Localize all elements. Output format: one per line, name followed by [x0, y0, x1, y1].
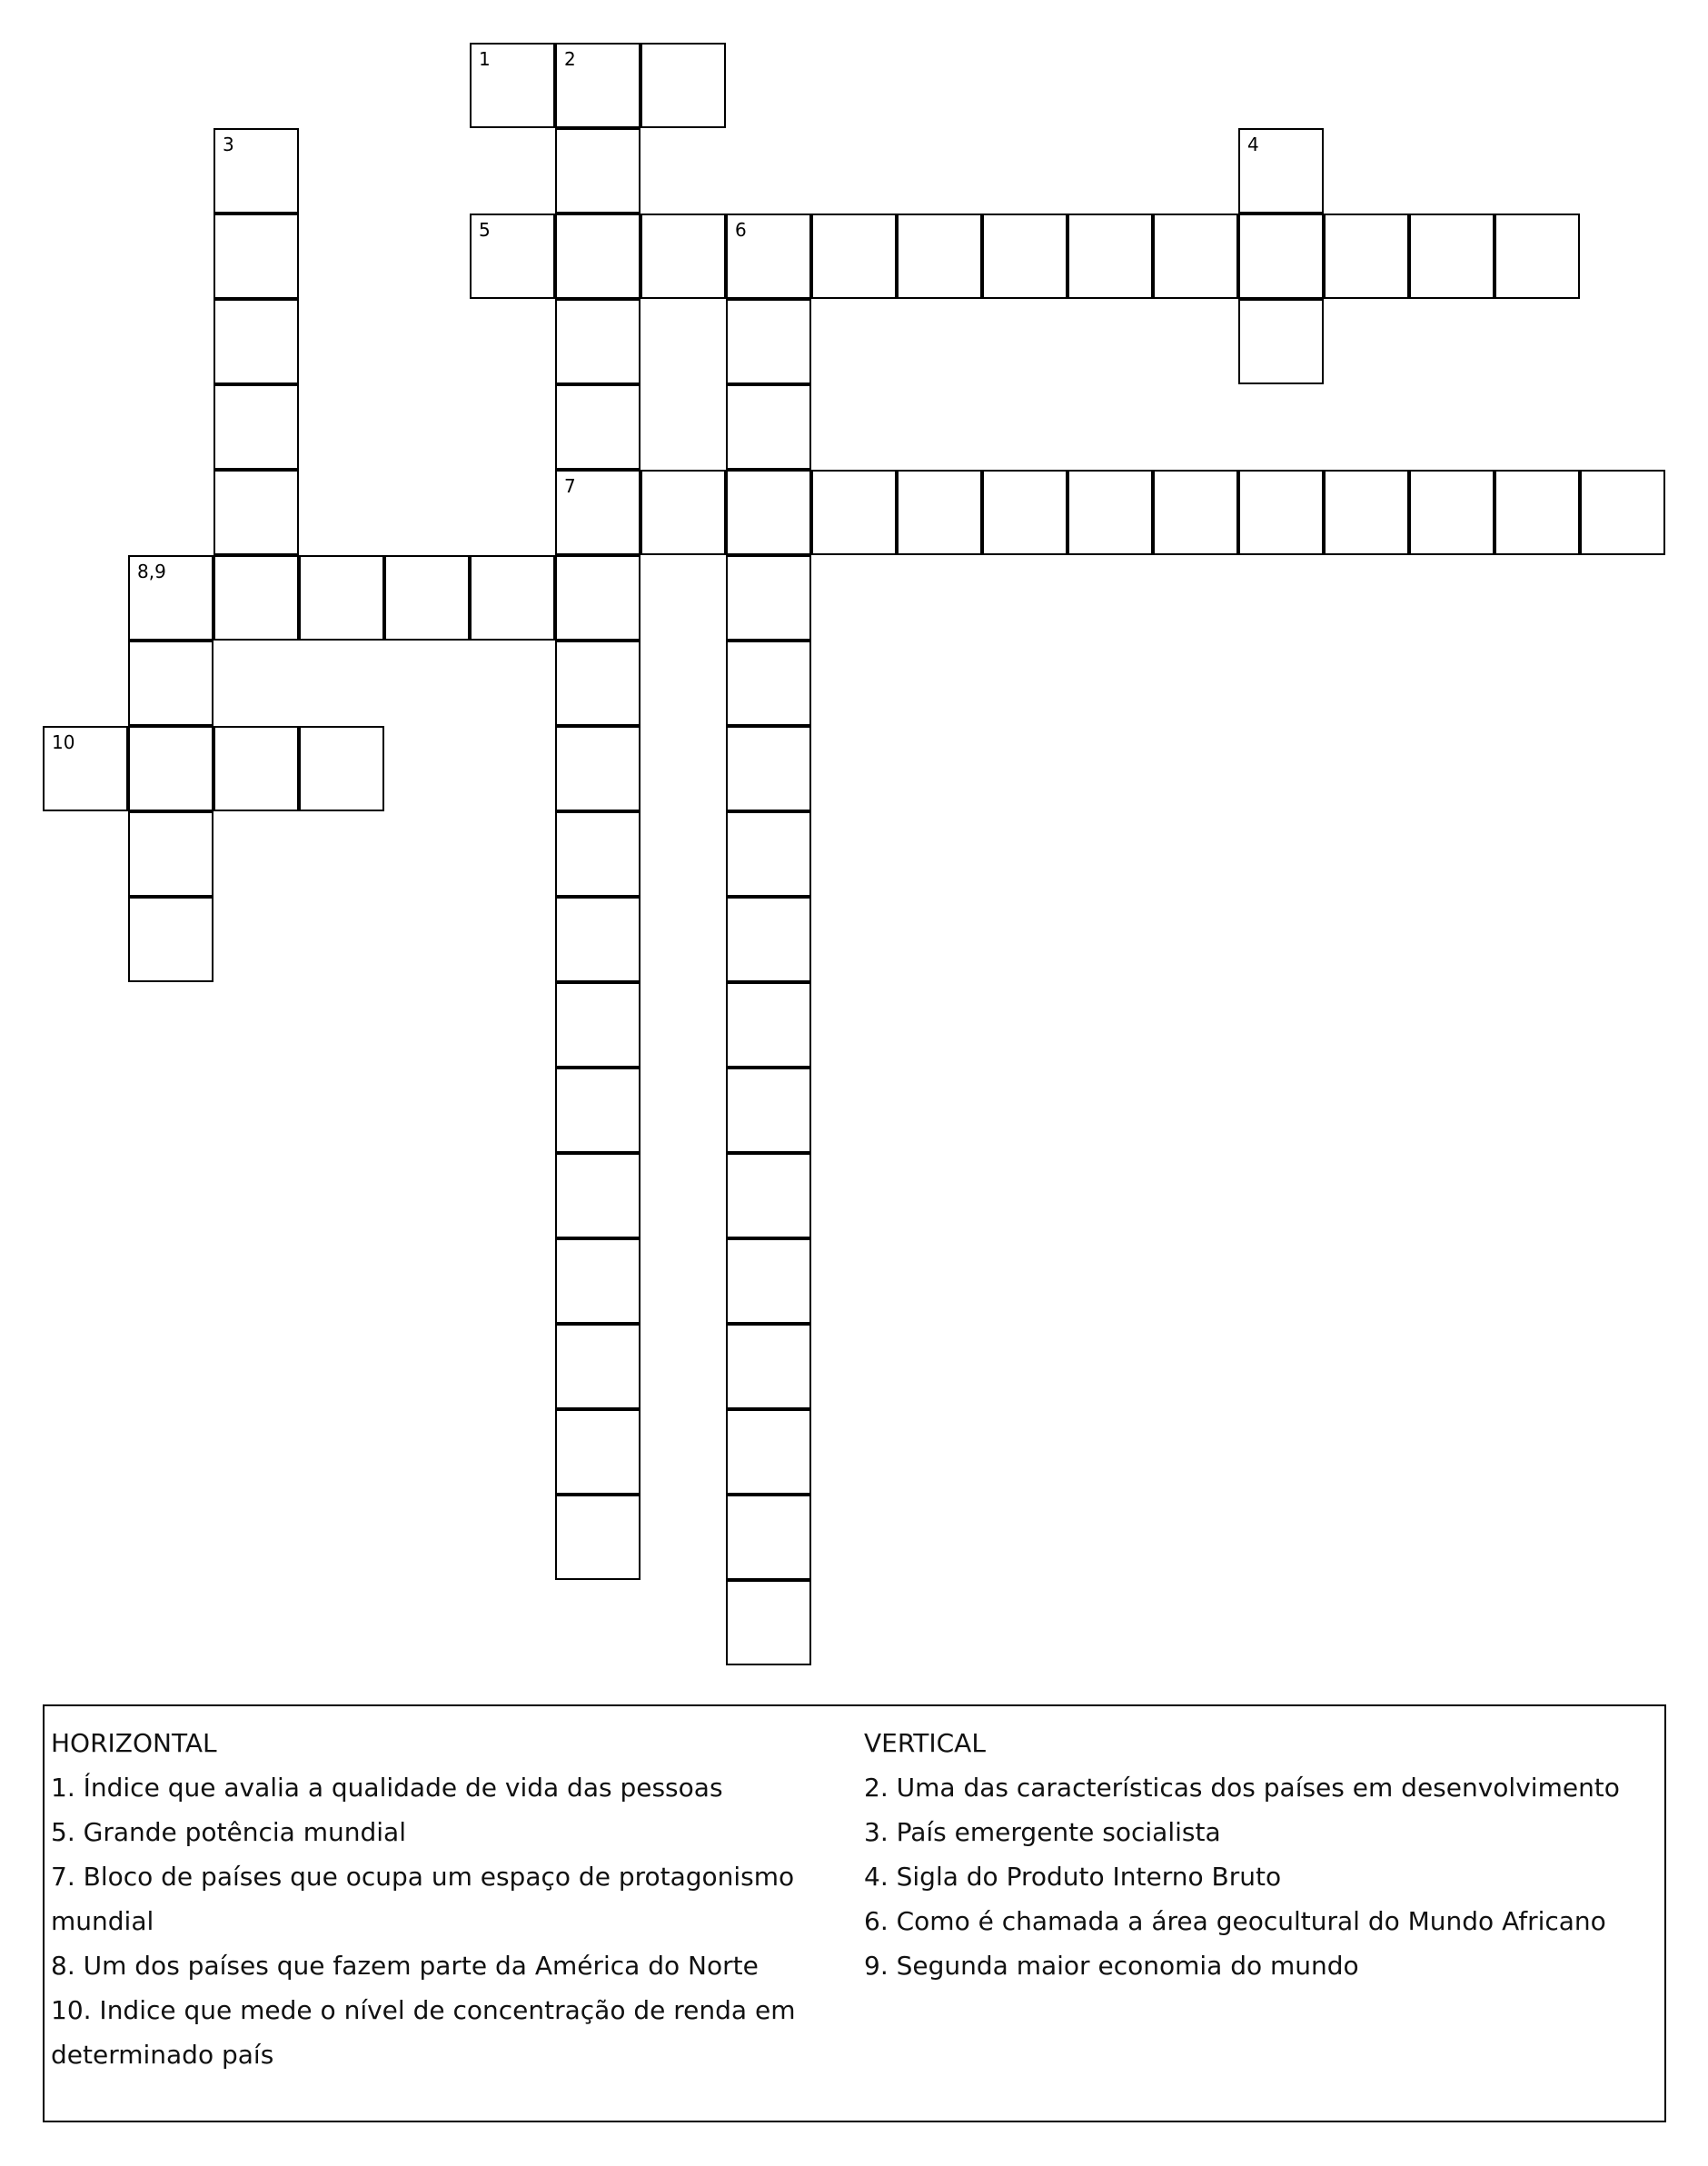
grid-cell[interactable]: [555, 1495, 640, 1580]
grid-cell[interactable]: [726, 1409, 811, 1495]
grid-cell[interactable]: [470, 214, 555, 299]
letter-input[interactable]: [557, 1496, 639, 1578]
grid-cell[interactable]: [128, 555, 214, 641]
letter-input[interactable]: [728, 1240, 809, 1322]
grid-cell[interactable]: [214, 299, 299, 384]
clues-box: [43, 1704, 1666, 2122]
grid-cell[interactable]: [128, 811, 214, 897]
across-clues: [51, 1721, 814, 2077]
letter-input[interactable]: [130, 899, 212, 980]
grid-cell[interactable]: [726, 214, 811, 299]
letter-input[interactable]: [1326, 472, 1407, 553]
clue-number: 8,9: [137, 561, 166, 582]
letter-input[interactable]: [557, 813, 639, 895]
grid-cell[interactable]: [214, 214, 299, 299]
grid-cell[interactable]: [1068, 470, 1153, 555]
grid-cell[interactable]: [555, 641, 640, 726]
grid-cell[interactable]: [811, 470, 897, 555]
letter-input[interactable]: [984, 215, 1066, 297]
letter-input[interactable]: [215, 215, 297, 297]
grid-cell[interactable]: [1238, 470, 1324, 555]
letter-input[interactable]: [1240, 215, 1322, 297]
down-clues: [864, 1721, 1645, 1988]
letter-input[interactable]: [557, 472, 639, 553]
letter-input[interactable]: [728, 386, 809, 468]
letter-input[interactable]: [728, 1582, 809, 1664]
across-heading: HORIZONTAL: [51, 1728, 217, 1758]
grid-cell[interactable]: [555, 299, 640, 384]
grid-cell[interactable]: [555, 1238, 640, 1324]
grid-cell[interactable]: [470, 43, 555, 128]
letter-input[interactable]: [557, 301, 639, 383]
grid-cell[interactable]: [726, 1238, 811, 1324]
letter-input[interactable]: [728, 215, 809, 297]
letter-input[interactable]: [1069, 215, 1151, 297]
letter-input[interactable]: [813, 472, 895, 553]
grid-cell[interactable]: [726, 982, 811, 1068]
letter-input[interactable]: [472, 45, 553, 126]
letter-input[interactable]: [1240, 301, 1322, 383]
grid-cell[interactable]: [982, 470, 1068, 555]
letter-input[interactable]: [557, 1411, 639, 1493]
letter-input[interactable]: [557, 1240, 639, 1322]
grid-cell[interactable]: [726, 811, 811, 897]
grid-cell[interactable]: [1324, 470, 1409, 555]
letter-input[interactable]: [728, 728, 809, 810]
grid-cell[interactable]: [1494, 470, 1580, 555]
grid-cell[interactable]: [726, 384, 811, 470]
letter-input[interactable]: [557, 899, 639, 980]
letter-input[interactable]: [130, 642, 212, 724]
letter-input[interactable]: [642, 472, 724, 553]
letter-input[interactable]: [130, 728, 212, 810]
letter-input[interactable]: [557, 557, 639, 639]
letter-input[interactable]: [728, 301, 809, 383]
across-clue-5: 5. Grande potência mundial: [51, 1817, 406, 1847]
letter-input[interactable]: [557, 45, 639, 126]
letter-input[interactable]: [728, 984, 809, 1066]
grid-cell[interactable]: [726, 1068, 811, 1153]
letter-input[interactable]: [472, 557, 553, 639]
down-heading: VERTICAL: [864, 1728, 986, 1758]
clue-number: 3: [223, 134, 234, 155]
letter-input[interactable]: [472, 215, 553, 297]
grid-cell[interactable]: [726, 897, 811, 982]
letter-input[interactable]: [386, 557, 468, 639]
grid-cell[interactable]: [299, 726, 384, 811]
grid-cell[interactable]: [555, 128, 640, 214]
grid-cell[interactable]: [726, 555, 811, 641]
letter-input[interactable]: [215, 130, 297, 212]
letter-input[interactable]: [813, 215, 895, 297]
letter-input[interactable]: [215, 557, 297, 639]
letter-input[interactable]: [557, 984, 639, 1066]
letter-input[interactable]: [215, 301, 297, 383]
letter-input[interactable]: [1240, 472, 1322, 553]
grid-cell[interactable]: [1494, 214, 1580, 299]
grid-cell[interactable]: [214, 726, 299, 811]
letter-input[interactable]: [557, 728, 639, 810]
letter-input[interactable]: [642, 215, 724, 297]
grid-cell[interactable]: [555, 897, 640, 982]
across-clue-10: 10. Indice que mede o nível de concentração de renda em determinado país: [51, 1995, 796, 2070]
letter-input[interactable]: [1240, 130, 1322, 212]
grid-cell[interactable]: [555, 214, 640, 299]
clue-number: 7: [564, 475, 576, 497]
grid-cell[interactable]: [214, 470, 299, 555]
letter-input[interactable]: [1496, 215, 1578, 297]
grid-cell[interactable]: [726, 299, 811, 384]
clue-number: 1: [479, 48, 491, 70]
clue-number: 10: [52, 731, 75, 753]
letter-input[interactable]: [215, 472, 297, 553]
grid-cell[interactable]: [555, 470, 640, 555]
grid-cell[interactable]: [640, 214, 726, 299]
grid-cell[interactable]: [726, 1495, 811, 1580]
down-clue-4: 4. Sigla do Produto Interno Bruto: [864, 1862, 1282, 1892]
down-clue-2: 2. Uma das características dos países em desenvolvimento: [864, 1773, 1620, 1803]
grid-cell[interactable]: [214, 555, 299, 641]
letter-input[interactable]: [130, 813, 212, 895]
letter-input[interactable]: [557, 1069, 639, 1151]
down-clue-6: 6. Como é chamada a área geocultural do Mundo Africano: [864, 1906, 1606, 1936]
letter-input[interactable]: [301, 557, 382, 639]
grid-cell[interactable]: [555, 1153, 640, 1238]
grid-cell[interactable]: [726, 726, 811, 811]
grid-cell[interactable]: [640, 43, 726, 128]
letter-input[interactable]: [728, 899, 809, 980]
letter-input[interactable]: [45, 728, 126, 810]
grid-cell[interactable]: [1580, 470, 1665, 555]
across-clue-8: 8. Um dos países que fazem parte da América do Norte: [51, 1951, 759, 1981]
grid-cell[interactable]: [1068, 214, 1153, 299]
letter-input[interactable]: [1411, 472, 1493, 553]
letter-input[interactable]: [728, 1155, 809, 1237]
grid-cell[interactable]: [555, 43, 640, 128]
grid-cell[interactable]: [128, 897, 214, 982]
letter-input[interactable]: [728, 813, 809, 895]
grid-cell[interactable]: [897, 470, 982, 555]
down-clue-3: 3. País emergente socialista: [864, 1817, 1221, 1847]
letter-input[interactable]: [557, 1326, 639, 1407]
letter-input[interactable]: [1326, 215, 1407, 297]
grid-cell[interactable]: [1409, 470, 1494, 555]
grid-cell[interactable]: [555, 982, 640, 1068]
grid-cell[interactable]: [555, 1068, 640, 1153]
letter-input[interactable]: [215, 386, 297, 468]
grid-cell[interactable]: [726, 1580, 811, 1665]
grid-cell[interactable]: [128, 726, 214, 811]
letter-input[interactable]: [557, 215, 639, 297]
letter-input[interactable]: [557, 1155, 639, 1237]
clue-number: 2: [564, 48, 576, 70]
grid-cell[interactable]: [555, 726, 640, 811]
letter-input[interactable]: [557, 642, 639, 724]
letter-input[interactable]: [301, 728, 382, 810]
grid-cell[interactable]: [214, 384, 299, 470]
grid-cell[interactable]: [299, 555, 384, 641]
letter-input[interactable]: [642, 45, 724, 126]
grid-cell[interactable]: [726, 641, 811, 726]
grid-cell[interactable]: [1238, 128, 1324, 214]
grid-cell[interactable]: [1153, 470, 1238, 555]
across-clue-7: 7. Bloco de países que ocupa um espaço de protagonismo mundial: [51, 1862, 795, 1936]
letter-input[interactable]: [728, 1411, 809, 1493]
grid-cell[interactable]: [726, 470, 811, 555]
letter-input[interactable]: [215, 728, 297, 810]
letter-input[interactable]: [728, 557, 809, 639]
grid-cell[interactable]: [897, 214, 982, 299]
grid-cell[interactable]: [1409, 214, 1494, 299]
letter-input[interactable]: [1582, 472, 1663, 553]
grid-cell[interactable]: [640, 470, 726, 555]
clue-number: 6: [735, 219, 747, 241]
grid-cell[interactable]: [43, 726, 128, 811]
letter-input[interactable]: [557, 130, 639, 212]
grid-cell[interactable]: [555, 1409, 640, 1495]
grid-cell[interactable]: [555, 384, 640, 470]
letter-input[interactable]: [1411, 215, 1493, 297]
letter-input[interactable]: [728, 1069, 809, 1151]
letter-input[interactable]: [728, 642, 809, 724]
letter-input[interactable]: [728, 1326, 809, 1407]
letter-input[interactable]: [130, 557, 212, 639]
grid-cell[interactable]: [726, 1153, 811, 1238]
letter-input[interactable]: [899, 215, 980, 297]
letter-input[interactable]: [728, 472, 809, 553]
down-clue-9: 9. Segunda maior economia do mundo: [864, 1951, 1359, 1981]
grid-cell[interactable]: [555, 811, 640, 897]
letter-input[interactable]: [899, 472, 980, 553]
grid-cell[interactable]: [214, 128, 299, 214]
grid-cell[interactable]: [1238, 299, 1324, 384]
grid-cell[interactable]: [1324, 214, 1409, 299]
grid-cell[interactable]: [555, 555, 640, 641]
letter-input[interactable]: [984, 472, 1066, 553]
grid-cell[interactable]: [811, 214, 897, 299]
letter-input[interactable]: [1155, 472, 1236, 553]
letter-input[interactable]: [1155, 215, 1236, 297]
clue-number: 5: [479, 219, 491, 241]
letter-input[interactable]: [728, 1496, 809, 1578]
grid-cell[interactable]: [128, 641, 214, 726]
letter-input[interactable]: [1496, 472, 1578, 553]
clue-number: 4: [1247, 134, 1259, 155]
grid-cell[interactable]: [982, 214, 1068, 299]
grid-cell[interactable]: [1153, 214, 1238, 299]
grid-cell[interactable]: [470, 555, 555, 641]
letter-input[interactable]: [1069, 472, 1151, 553]
grid-cell[interactable]: [555, 1324, 640, 1409]
grid-cell[interactable]: [726, 1324, 811, 1409]
across-clue-1: 1. Índice que avalia a qualidade de vida das pessoas: [51, 1773, 723, 1803]
grid-cell[interactable]: [1238, 214, 1324, 299]
letter-input[interactable]: [557, 386, 639, 468]
grid-cell[interactable]: [384, 555, 470, 641]
